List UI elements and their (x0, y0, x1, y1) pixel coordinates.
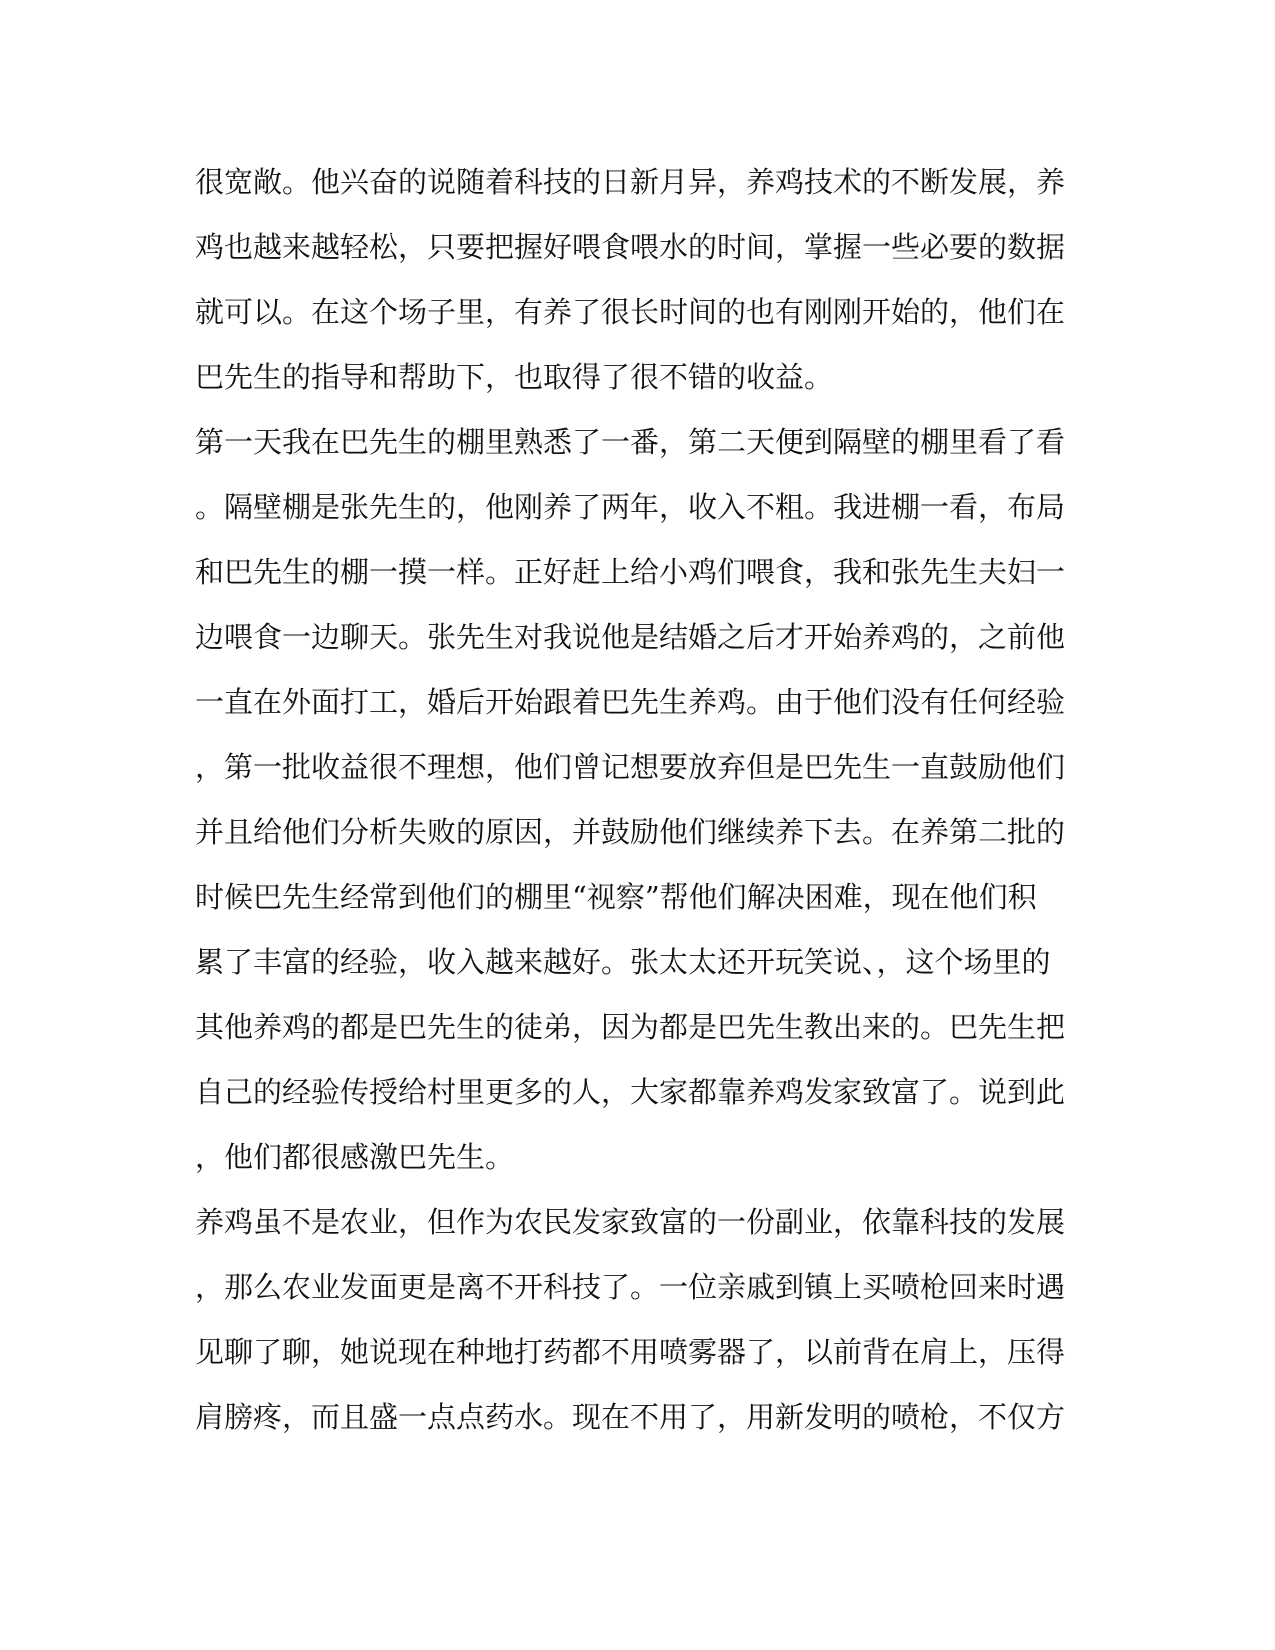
text-line: 。隔壁棚是张先生的，他刚养了两年，收入不粗。我进棚一看，布局 (195, 490, 1066, 524)
text-line: ，他们都很感激巴先生。 (195, 1140, 515, 1174)
text-line: 肩膀疼，而且盛一点点药水。现在不用了，用新发明的喷枪，不仅方 (195, 1400, 1066, 1434)
text-line: 一直在外面打工，婚后开始跟着巴先生养鸡。由于他们没有任何经验 (195, 685, 1066, 719)
text-line: 就可以。在这个场子里，有养了很长时间的也有刚刚开始的，他们在 (195, 295, 1066, 329)
text-line: 并且给他们分析失败的原因，并鼓励他们继续养下去。在养第二批的 (195, 815, 1066, 849)
text-line: ，第一批收益很不理想，他们曾记想要放弃但是巴先生一直鼓励他们 (195, 750, 1066, 784)
text-line: 养鸡虽不是农业，但作为农民发家致富的一份副业，依靠科技的发展 (195, 1205, 1066, 1239)
text-line: 第一天我在巴先生的棚里熟悉了一番，第二天便到隔壁的棚里看了看 (195, 425, 1066, 459)
text-line: 边喂食一边聊天。张先生对我说他是结婚之后才开始养鸡的，之前他 (195, 620, 1066, 654)
text-line: 见聊了聊，她说现在种地打药都不用喷雾器了，以前背在肩上，压得 (195, 1335, 1066, 1369)
text-line: 鸡也越来越轻松，只要把握好喂食喂水的时间，掌握一些必要的数据 (195, 230, 1066, 264)
text-line: 自己的经验传授给村里更多的人，大家都靠养鸡发家致富了。说到此 (195, 1075, 1066, 1109)
text-line: 时候巴先生经常到他们的棚里“视察”帮他们解决困难，现在他们积 (195, 880, 1037, 914)
text-line: 累了丰富的经验，收入越来越好。张太太还开玩笑说、，这个场里的 (195, 945, 1051, 979)
text-line: ，那么农业发面更是离不开科技了。一位亲戚到镇上买喷枪回来时遇 (195, 1270, 1066, 1304)
text-line: 很宽敞。他兴奋的说随着科技的日新月异，养鸡技术的不断发展，养 (195, 165, 1066, 199)
text-line: 其他养鸡的都是巴先生的徒弟，因为都是巴先生教出来的。巴先生把 (195, 1010, 1066, 1044)
text-line: 巴先生的指导和帮助下，也取得了很不错的收益。 (195, 360, 834, 394)
text-line: 和巴先生的棚一摸一样。正好赶上给小鸡们喂食，我和张先生夫妇一 (195, 555, 1066, 589)
body-text (195, 150, 1075, 1450)
